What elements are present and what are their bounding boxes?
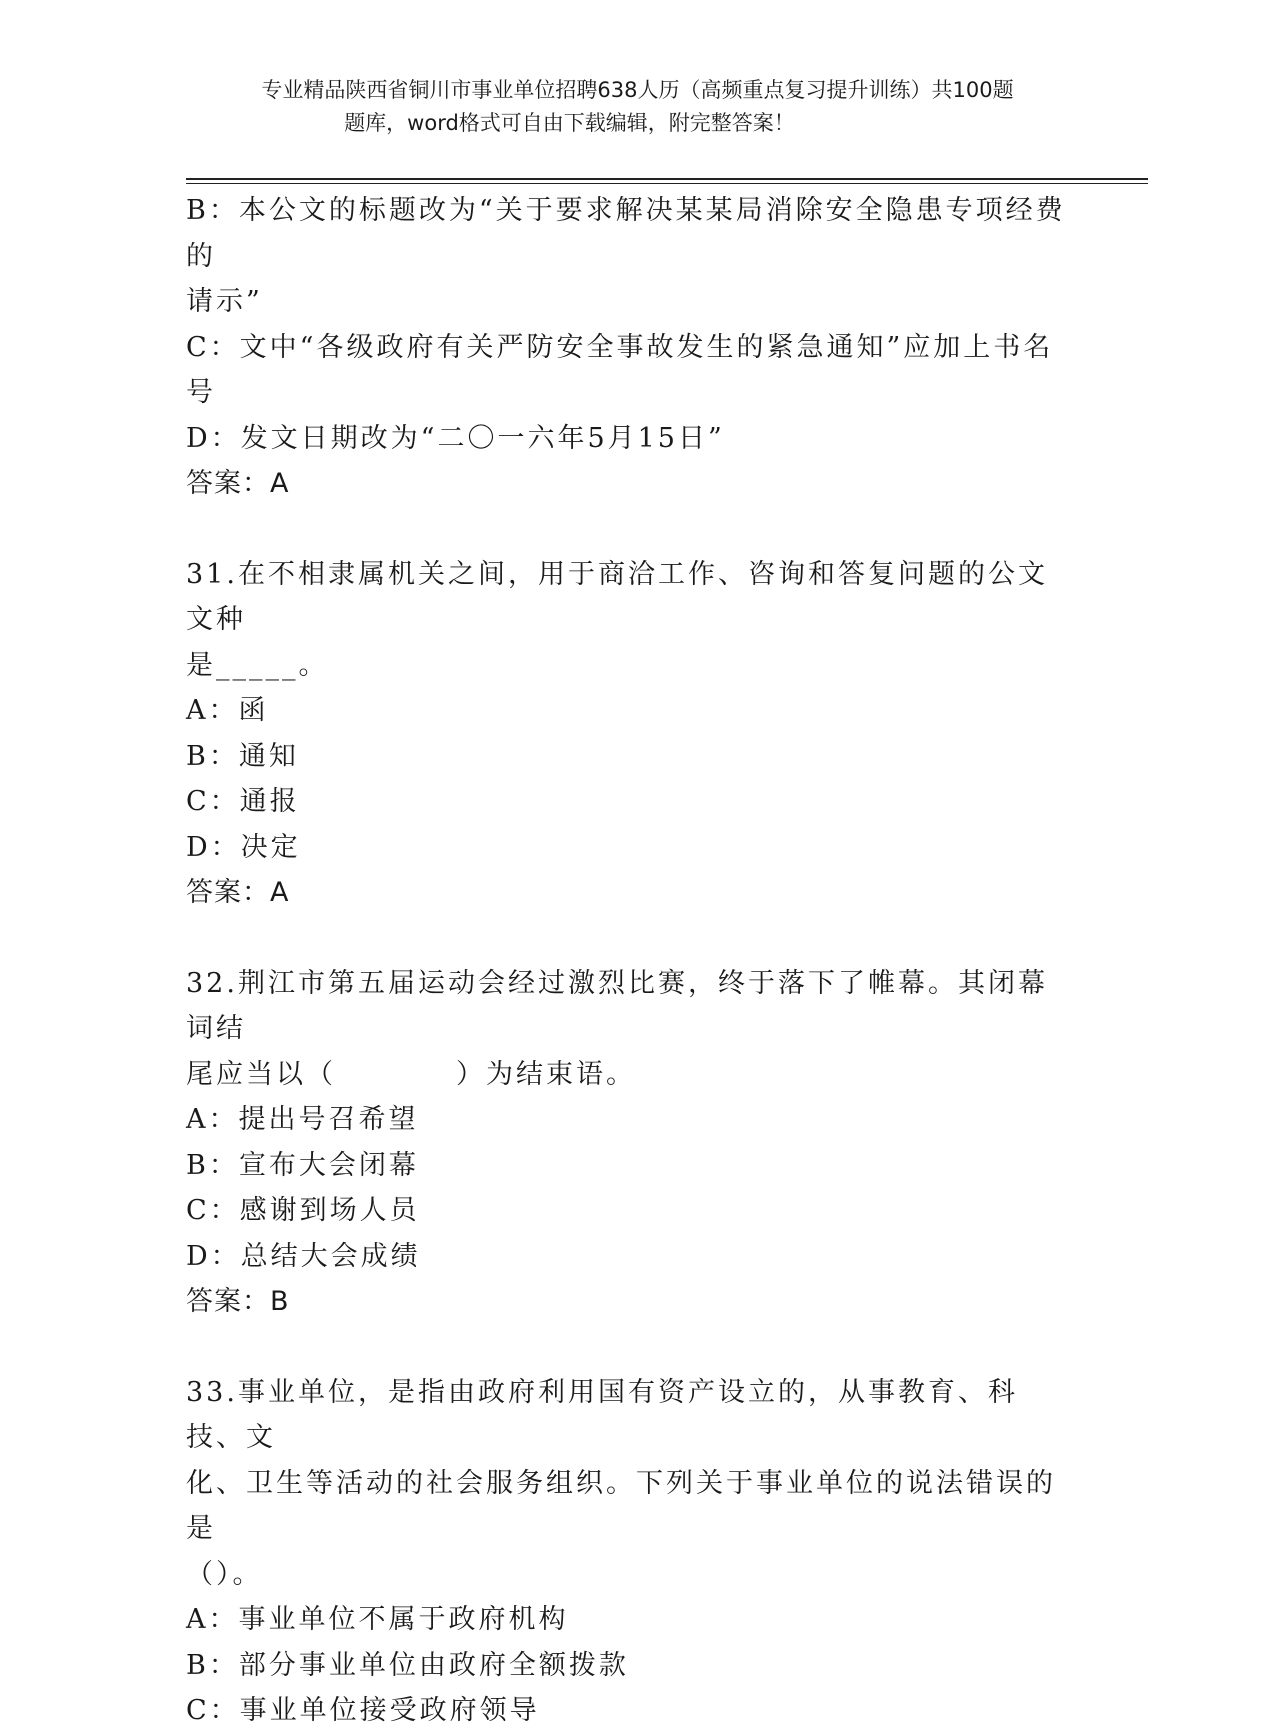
question-33 <box>186 1370 1076 1734</box>
header-divider-thick <box>186 178 1148 180</box>
spacer <box>186 507 1076 552</box>
option-b-continued: 请示” <box>186 286 263 317</box>
option-b: B：本公文的标题改为“关于要求解决某某局消除安全隐患专项经费的 <box>186 195 1066 272</box>
header-title-line2: 题库，word格式可自由下载编辑，附完整答案！ <box>344 111 795 135</box>
option-a: A：函 <box>186 695 269 726</box>
question-stem: 31.在不相隶属机关之间，用于商洽工作、咨询和答复问题的公文文种 <box>186 558 1048 635</box>
question-32 <box>186 961 1076 1325</box>
question-stem: 32.荆江市第五届运动会经过激烈比赛，终于落下了帷幕。其闭幕词结 <box>186 967 1048 1044</box>
header-title-line1: 专业精品陕西省铜川市事业单位招聘638人历（高频重点复习提升训练）共100题 <box>261 78 1014 102</box>
document-header <box>0 74 1275 140</box>
question-30-tail <box>186 188 1076 507</box>
question-content <box>186 188 1076 1734</box>
option-b: B：部分事业单位由政府全额拨款 <box>186 1649 629 1681</box>
question-stem: 33.事业单位，是指由政府利用国有资产设立的，从事教育、科技、文 <box>186 1376 1018 1453</box>
header-divider-thin <box>186 183 1148 184</box>
spacer <box>186 1325 1076 1370</box>
option-c: C：文中“各级政府有关严防安全事故发生的紧急通知”应加上书名号 <box>186 331 1054 408</box>
option-b: B：通知 <box>186 740 299 772</box>
option-c: C：通报 <box>186 786 300 817</box>
option-d: D：发文日期改为“二〇一六年5月15日” <box>186 422 725 454</box>
option-b: B：宣布大会闭幕 <box>186 1149 419 1181</box>
question-stem-continued: 化、卫生等活动的社会服务组织。下列关于事业单位的说法错误的是 <box>186 1467 1056 1544</box>
option-d: D：总结大会成绩 <box>186 1240 421 1272</box>
spacer <box>186 916 1076 961</box>
option-c: C：感谢到场人员 <box>186 1195 420 1226</box>
answer: 答案：B <box>186 1286 290 1317</box>
answer: 答案：A <box>186 468 290 499</box>
option-a: A：提出号召希望 <box>186 1104 419 1135</box>
question-stem-end: （）。 <box>186 1558 263 1590</box>
option-a: A：事业单位不属于政府机构 <box>186 1604 569 1635</box>
question-stem-continued: 尾应当以（ ）为结束语。 <box>186 1058 636 1090</box>
question-31 <box>186 552 1076 916</box>
option-d: D：决定 <box>186 831 301 863</box>
question-stem-continued: 是_____。 <box>186 649 329 681</box>
answer: 答案：A <box>186 877 290 908</box>
option-c: C：事业单位接受政府领导 <box>186 1695 540 1726</box>
